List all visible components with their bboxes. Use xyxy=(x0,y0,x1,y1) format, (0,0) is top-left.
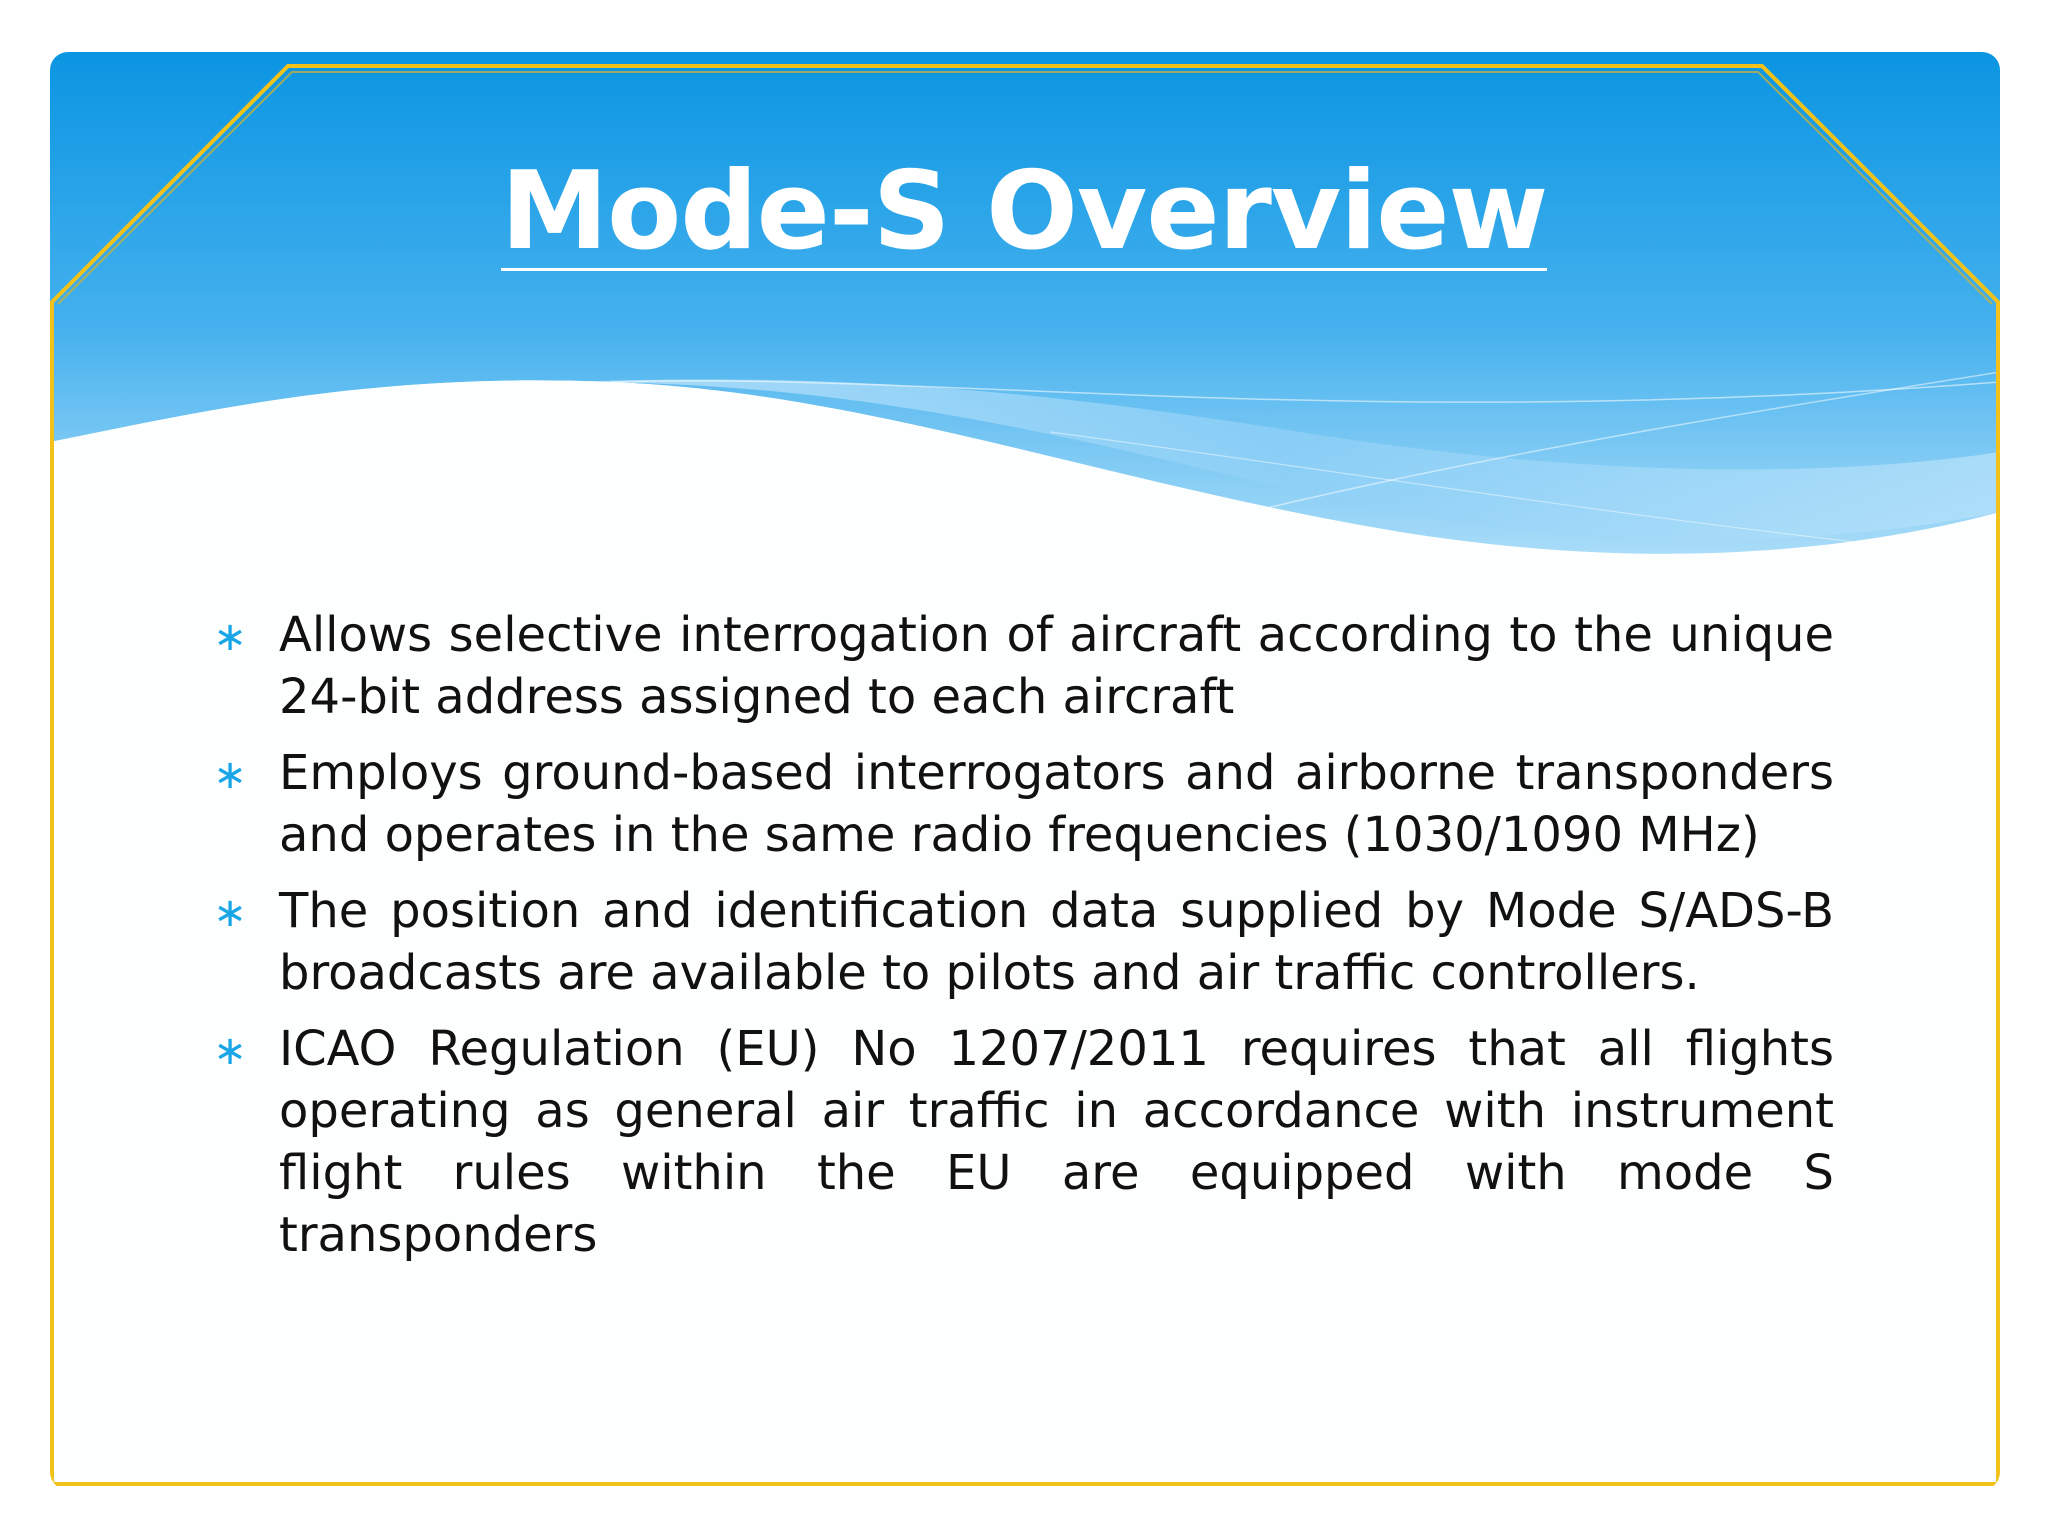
bullet-text: Employs ground-based interrogators and airborne transponders and operates in the same radio frequencies (1030/1090 MHz) xyxy=(279,745,1834,863)
asterisk-bullet-icon: ∗ xyxy=(213,614,247,660)
bullet-item xyxy=(212,742,1834,866)
asterisk-bullet-icon: ∗ xyxy=(213,1028,247,1074)
bullet-text: ICAO Regulation (EU) No 1207/2011 requires that all flights operating as general air traffic in accordance with instrument flight rules within the EU are equipped with mode S transponders xyxy=(279,1021,1834,1263)
bullet-text: The position and identification data supplied by Mode S/ADS-B broadcasts are available to pilots and air traffic controllers. xyxy=(279,883,1834,1001)
bullet-text: Allows selective interrogation of aircraft according to the unique 24-bit address assigned to each aircraft xyxy=(279,607,1834,725)
bullet-list xyxy=(212,604,1834,1280)
bullet-item xyxy=(212,604,1834,728)
bullet-item xyxy=(212,880,1834,1004)
asterisk-bullet-icon: ∗ xyxy=(213,890,247,936)
asterisk-bullet-icon: ∗ xyxy=(213,752,247,798)
bullet-item xyxy=(212,1018,1834,1266)
slide-title: Mode-S Overview xyxy=(500,149,1548,274)
